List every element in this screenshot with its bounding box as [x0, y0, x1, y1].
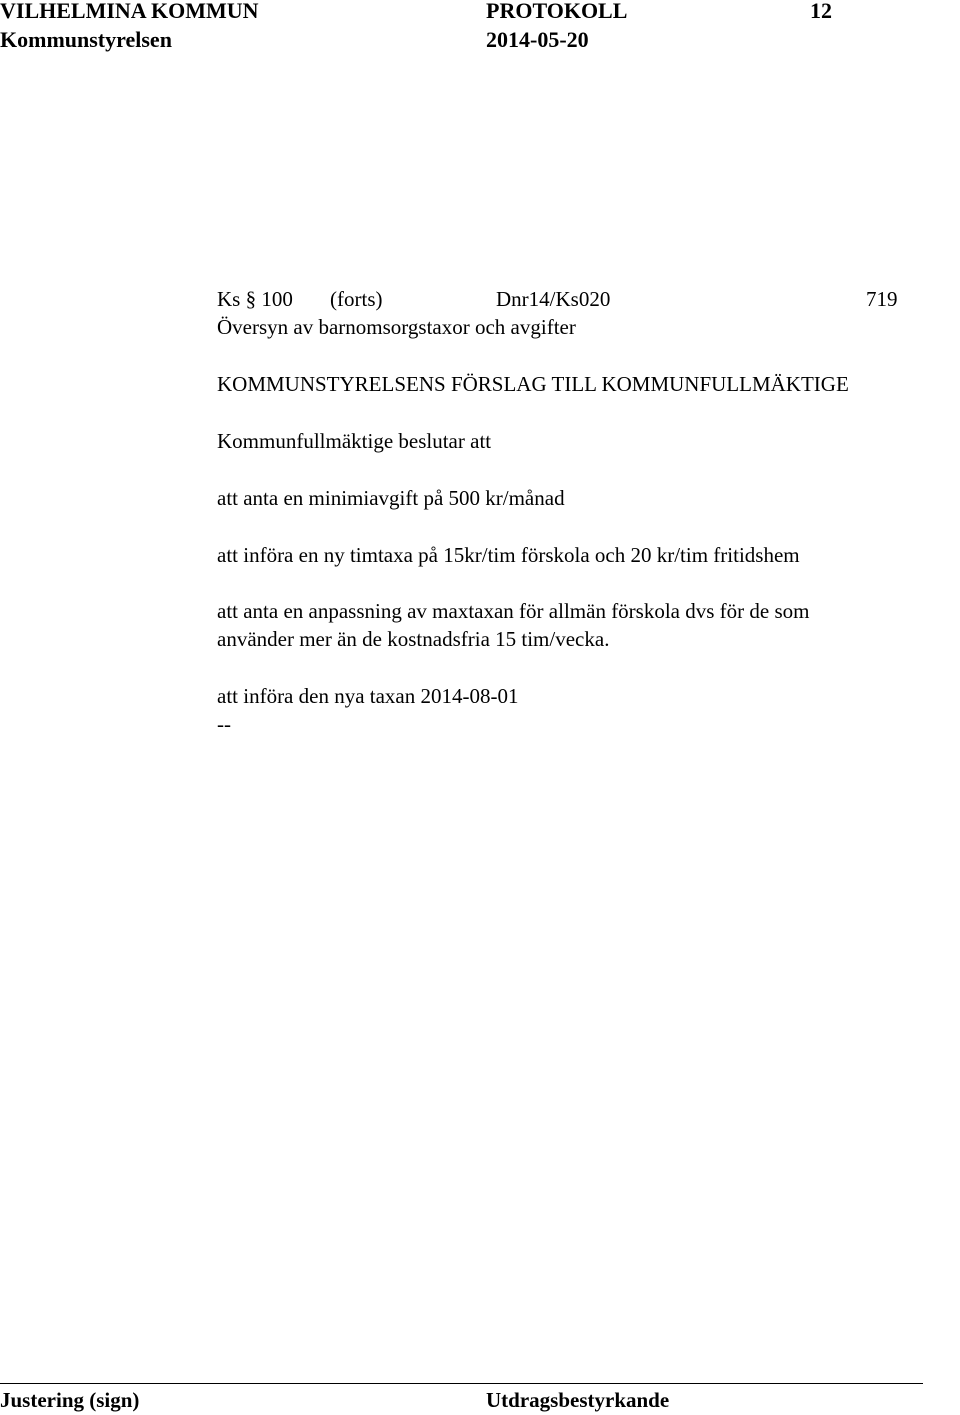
case-title: Översyn av barnomsorgstaxor och avgifter — [217, 315, 576, 339]
continued-marker: (forts) — [330, 287, 383, 311]
footer-rule — [0, 1383, 923, 1384]
page-number: 12 — [810, 0, 832, 23]
section-reference: Ks § 100 — [217, 287, 293, 311]
committee-name: Kommunstyrelsen — [0, 27, 172, 52]
justification-label: Justering (sign) — [0, 1388, 140, 1412]
document-type: PROTOKOLL — [486, 0, 628, 23]
decision-item-maxtaxa: att anta en anpassning av maxtaxan för allmän förskola dvs för de som — [217, 599, 810, 623]
paragraph-number: 719 — [866, 287, 898, 311]
end-marker: -- — [217, 712, 231, 736]
meeting-date: 2014-05-20 — [486, 27, 589, 52]
extract-certification-label: Utdragsbestyrkande — [486, 1388, 670, 1412]
decision-item-maxtaxa-continued: använder mer än de kostnadsfria 15 tim/vecka. — [217, 627, 610, 651]
proposal-heading: KOMMUNSTYRELSENS FÖRSLAG TILL KOMMUNFULLMÄKTIGE — [217, 372, 849, 396]
decision-item-hourly-rate: att införa en ny timtaxa på 15kr/tim förskola och 20 kr/tim fritidshem — [217, 543, 800, 567]
decision-item-effective-date: att införa den nya taxan 2014-08-01 — [217, 684, 519, 708]
diary-number: Dnr14/Ks020 — [496, 287, 611, 311]
decision-item-minimum-fee: att anta en minimiavgift på 500 kr/månad — [217, 486, 565, 510]
municipality-name: VILHELMINA KOMMUN — [0, 0, 259, 23]
decision-intro: Kommunfullmäktige beslutar att — [217, 429, 492, 453]
